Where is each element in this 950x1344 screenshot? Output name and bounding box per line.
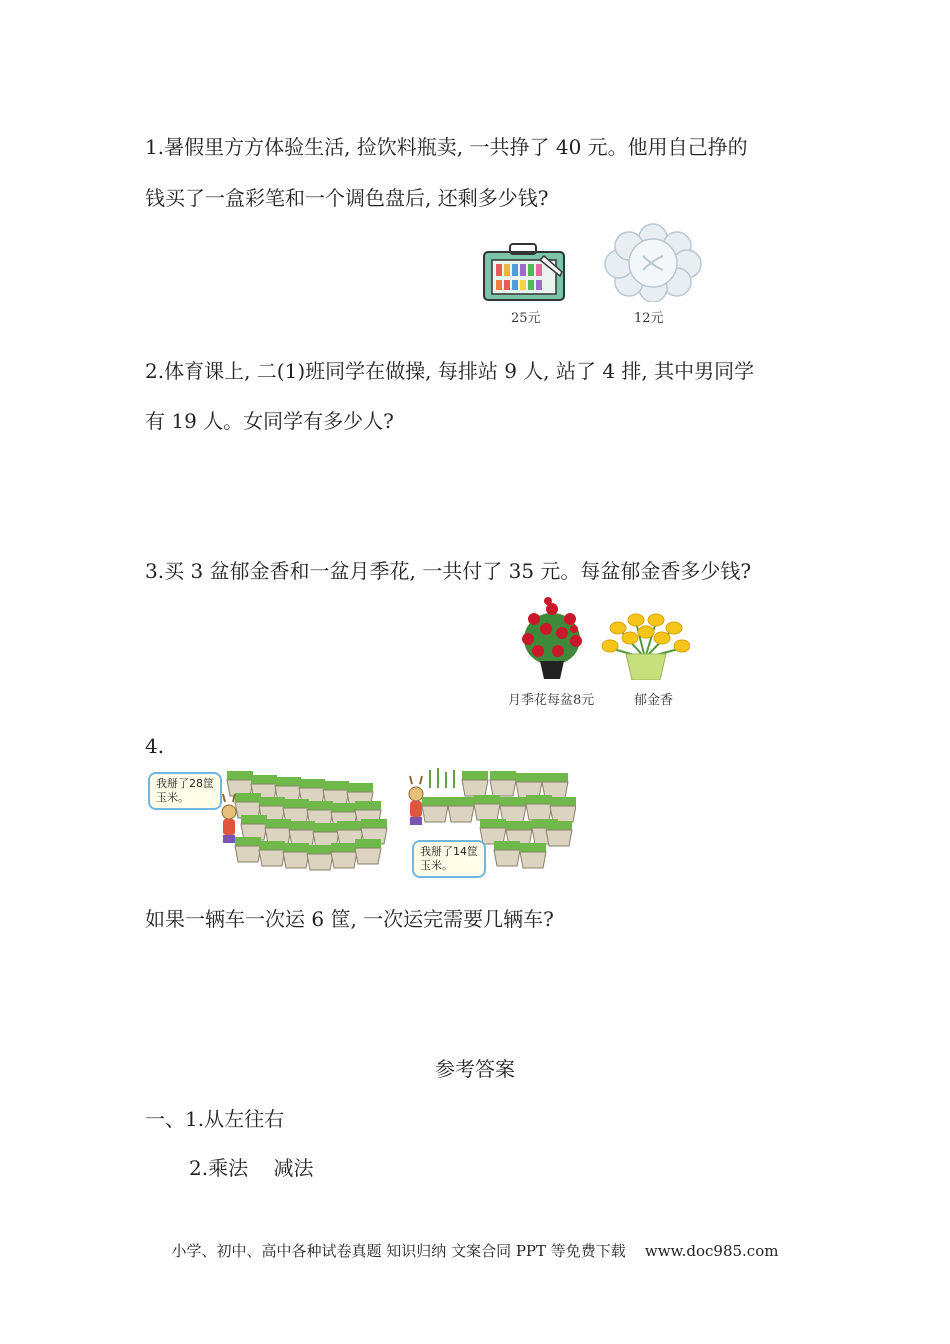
q4-question: 如果一辆车一次运 6 筐, 一次运完需要几辆车?	[145, 907, 554, 931]
palette-image	[603, 222, 703, 302]
q1-text-line1: 1.暑假里方方体验生活, 捡饮料瓶卖, 一共挣了 40 元。他用自己挣的	[145, 135, 748, 159]
bubble-left-line1: 我掰了28筐	[156, 777, 214, 790]
answers-title: 参考答案	[435, 1057, 515, 1081]
palette-price: 12元	[634, 311, 664, 326]
bubble-right-line1: 我掰了14筐	[420, 845, 478, 858]
rose-pot-image	[518, 595, 586, 681]
q2-text-line1: 2.体育课上, 二(1)班同学在做操, 每排站 9 人, 站了 4 排, 其中男同学	[145, 359, 755, 383]
bubble-left-line2: 玉米。	[156, 791, 189, 804]
tulip-caption: 郁金香	[634, 693, 674, 708]
q3-text-line1: 3.买 3 盆郁金香和一盆月季花, 一共付了 35 元。每盆郁金香多少钱?	[145, 559, 752, 583]
q1-text-line2: 钱买了一盒彩笔和一个调色盘后, 还剩多少钱?	[145, 186, 549, 210]
rose-caption: 月季花每盆8元	[508, 693, 595, 708]
answers-line1: 一、1.从左往右	[145, 1107, 285, 1131]
tulip-pot-image	[600, 608, 690, 680]
page-footer: 小学、初中、高中各种试卷真题 知识归纳 文案合同 PPT 等免费下载 www.doc985.com	[171, 1242, 779, 1260]
bubble-right-line2: 玉米。	[420, 859, 453, 872]
answers-line2: 2.乘法 减法	[189, 1156, 314, 1180]
pen-box-image	[482, 242, 568, 304]
q4-number: 4.	[145, 734, 165, 758]
speech-bubble-left	[148, 772, 222, 810]
pen-price: 25元	[511, 311, 541, 326]
speech-bubble-right	[412, 840, 486, 878]
q2-text-line2: 有 19 人。女同学有多少人?	[145, 409, 394, 433]
